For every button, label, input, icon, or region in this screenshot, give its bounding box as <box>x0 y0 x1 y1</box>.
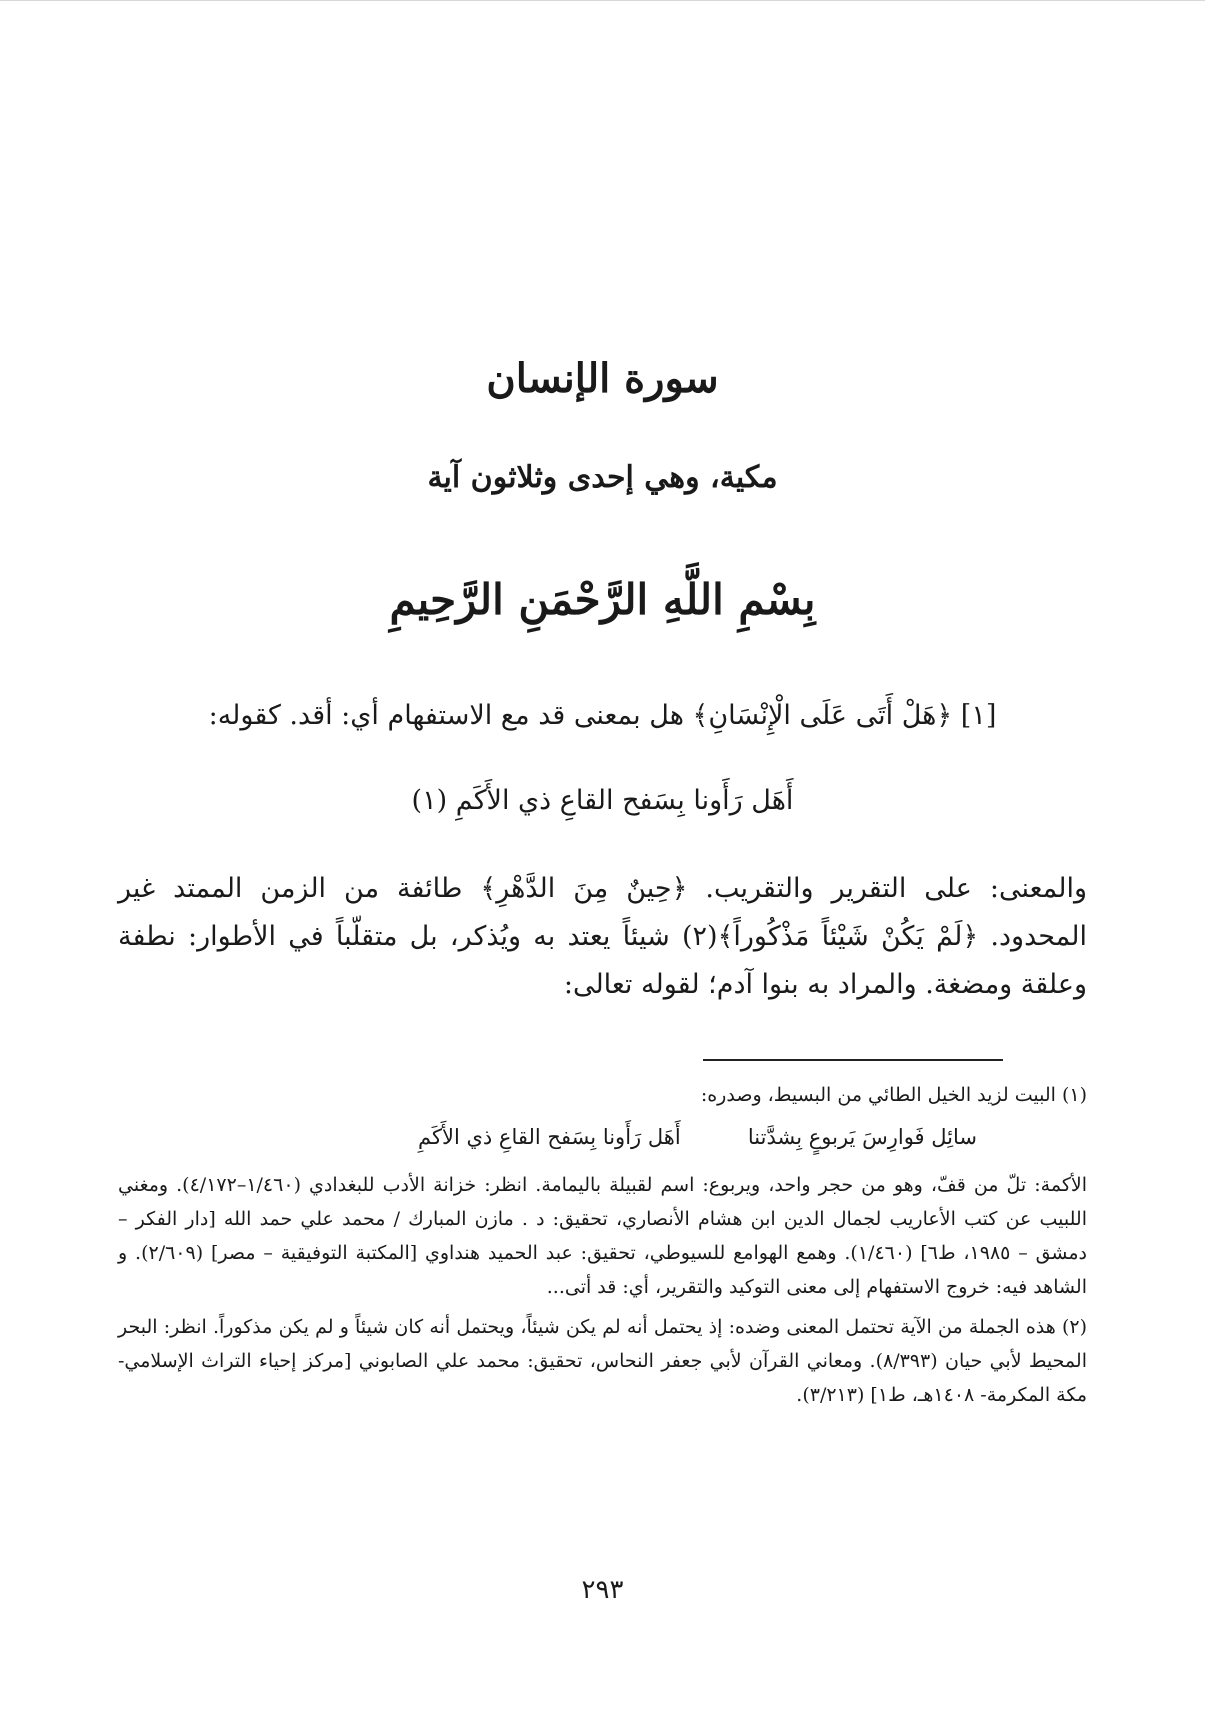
commentary-paragraph: والمعنى: على التقرير والتقريب. ﴿حِينٌ مِنَ الدَّهْرِ﴾ طائفة من الزمن الممتد غير المحدود. ﴿لَمْ يَكُنْ شَيْئاً مَذْكُوراً﴾(٢) شيئاً يعتد به ويُذكر، بل متقلّباً في الأطوار: نطفة وعلقة ومضغة. والمراد به بنوا آدم؛ لقوله تعالى: <box>118 873 1088 1000</box>
footnote-separator <box>703 1059 1003 1061</box>
surah-title: سورة الإنسان <box>486 355 719 402</box>
footnote-1-hemistich-right: سائِل فَوارِسَ يَربوعٍ بِشدَّتنا <box>747 1125 977 1149</box>
page-number: ٢٩٣ <box>581 1575 624 1605</box>
verse-commentary-line: [١] ﴿هَلْ أَتَى عَلَى الْإِنْسَانِ﴾ هل بمعنى قد مع الاستفهام أي: أقد. كقوله: <box>208 700 997 731</box>
footnote-1-body: الأكمة: تلّ من قفّ، وهو من حجر واحد، ويربوع: اسم لقبيلة باليمامة. انظر: خزانة الأدب للبغدادي (١/٤٦٠–٤/١٧٢). ومغني اللبيب عن كتب الأعاريب لجمال الدين ابن هشام الأنصاري، تحقيق: د . مازن المبارك / محمد علي حمد الله [دار الفكر – دمشق – ١٩٨٥، ط٦] (١/٤٦٠). وهمع الهوامع للسيوطي، تحقيق: عبد الحميد هنداوي [المكتبة التوفيقية – مصر] (٢/٦٠٩). و الشاهد فيه: خروج الاستفهام إلى معنى التوكيد والتقرير، أي: قد أتى... <box>118 1174 1088 1298</box>
footnote-1-intro: (١) البيت لزيد الخيل الطائي من البسيط، وصدره: <box>700 1084 1087 1106</box>
footnote-1-verse <box>118 1120 1087 1154</box>
footnote-1-hemistich-left: أَهَل رَأَونا بِسَفح القاعِ ذي الأَكَمِ <box>418 1125 681 1149</box>
poem-line: أَهَل رَأَونا بِسَفح القاعِ ذي الأَكَمِ (١) <box>411 785 794 816</box>
footnotes <box>118 1078 1087 1418</box>
footnote-2-body: (٢) هذه الجملة من الآية تحتمل المعنى وضده: إذ يحتمل أنه لم يكن شيئاً، ويحتمل أنه كان شيئاً و لم يكن مذكوراً. انظر: البحر المحيط لأبي حيان (٨/٣٩٣). ومعاني القرآن لأبي جعفر النحاس، تحقيق: محمد علي الصابوني [مركز إحياء التراث الإسلامي- مكة المكرمة- ١٤٠٨هـ، ط١] (٣/٢١٣). <box>118 1316 1087 1406</box>
surah-subtitle: مكية، وهي إحدى وثلاثون آية <box>427 460 778 495</box>
basmala: بِسْمِ اللَّهِ الرَّحْمَنِ الرَّحِيمِ <box>389 575 816 624</box>
page-top-edge <box>0 0 1205 1</box>
